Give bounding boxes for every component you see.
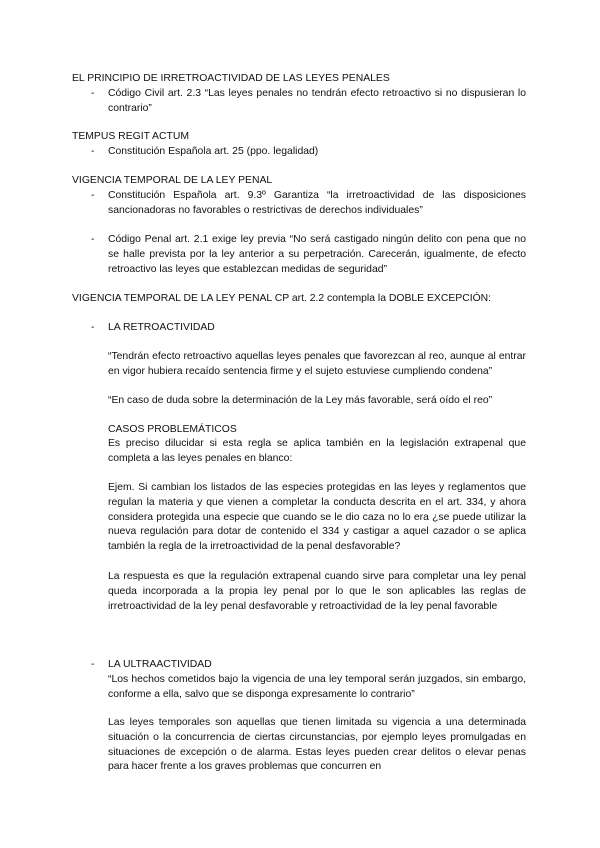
list-item-codigo-civil: Código Civil art. 2.3 “Las leyes penales no tendrán efecto retroactivo si no dispusieran lo contrario” [108, 88, 526, 114]
paragraph-leyes-temporales: Las leyes temporales son aquellas que tienen limitada su vigencia a una determinada situación o la concurrencia de ciertas circunstancias, por ejemplo leyes promulgadas en situaciones de excepción o de alarma. Estas leyes pueden crear delitos o elevar penas para hacer frente a los graves problemas que concurren en [108, 717, 526, 773]
section-heading-vigencia: VIGENCIA TEMPORAL DE LA LEY PENAL [72, 175, 273, 186]
quote-retroactividad: “Tendrán efecto retroactivo aquellas leyes penales que favorezcan al reo, aunque al entrar en vigor hubiera recaído sentencia firme y el sujeto estuviese cumpliendo condena” [108, 351, 526, 377]
list-item-constitucion-art9: Constitución Española art. 9.3º Garantiza “la irretroactividad de las disposiciones sancionadoras no favorables o restrictivas de derechos individuales” [108, 190, 526, 216]
subheading-ultraactividad: LA ULTRAACTIVIDAD [108, 659, 212, 670]
list-dash: - [91, 146, 95, 157]
list-dash: - [91, 659, 95, 670]
subheading-retroactividad: LA RETROACTIVIDAD [108, 322, 215, 333]
quote-duda: “En caso de duda sobre la determinación de la Ley más favorable, será oído el reo” [108, 395, 493, 406]
subheading-casos-problematicos: CASOS PROBLEMÁTICOS [108, 424, 237, 435]
section-heading-irretroactividad: EL PRINCIPIO DE IRRETROACTIVIDAD DE LAS LEYES PENALES [72, 73, 390, 84]
list-dash: - [91, 190, 95, 201]
list-item-codigo-penal-art21: Código Penal art. 2.1 exige ley previa “No será castigado ningún delito con pena que no se halle prevista por la ley anterior a su perpetración. Carecerán, igualmente, de efecto retroactivo las leyes que establezcan medidas de seguridad” [108, 234, 526, 275]
list-dash: - [91, 88, 95, 99]
list-item-constitucion-art25: Constitución Española art. 25 (ppo. legalidad) [108, 146, 319, 157]
list-dash: - [91, 234, 95, 245]
section-heading-tempus: TEMPUS REGIT ACTUM [72, 131, 190, 142]
paragraph-ejemplo: Ejem. Si cambian los listados de las especies protegidas en las leyes y reglamentos que regulan la materia y que vienen a completar la conducta descrita en el art. 334, y ahora considera protegida una especie que cuando se le dio caza no lo era ¿se puede utilizar la nueva regulación para dotar de contenido el 334 y castigar a aquel cazador o se aplica también la regla de la irretroactividad de la penal desfavorable? [108, 482, 526, 553]
quote-ultraactividad: “Los hechos cometidos bajo la vigencia de una ley temporal serán juzgados, sin embargo, conforme a ella, salvo que se disponga expresamente lo contrario” [108, 674, 526, 700]
paragraph-casos: Es preciso dilucidar si esta regla se aplica también en la legislación extrapenal que completa a las leyes penales en blanco: [108, 438, 526, 464]
section-heading-doble-excepcion: VIGENCIA TEMPORAL DE LA LEY PENAL CP art. 2.2 contempla la DOBLE EXCEPCIÓN: [72, 293, 492, 304]
list-dash: - [91, 322, 95, 333]
paragraph-respuesta: La respuesta es que la regulación extrapenal cuando sirve para completar una ley penal queda incorporada a la propia ley penal por lo que le son aplicables las reglas de irretroactividad de la ley penal desfavorable y retroactividad de la ley penal favorable [108, 571, 526, 612]
